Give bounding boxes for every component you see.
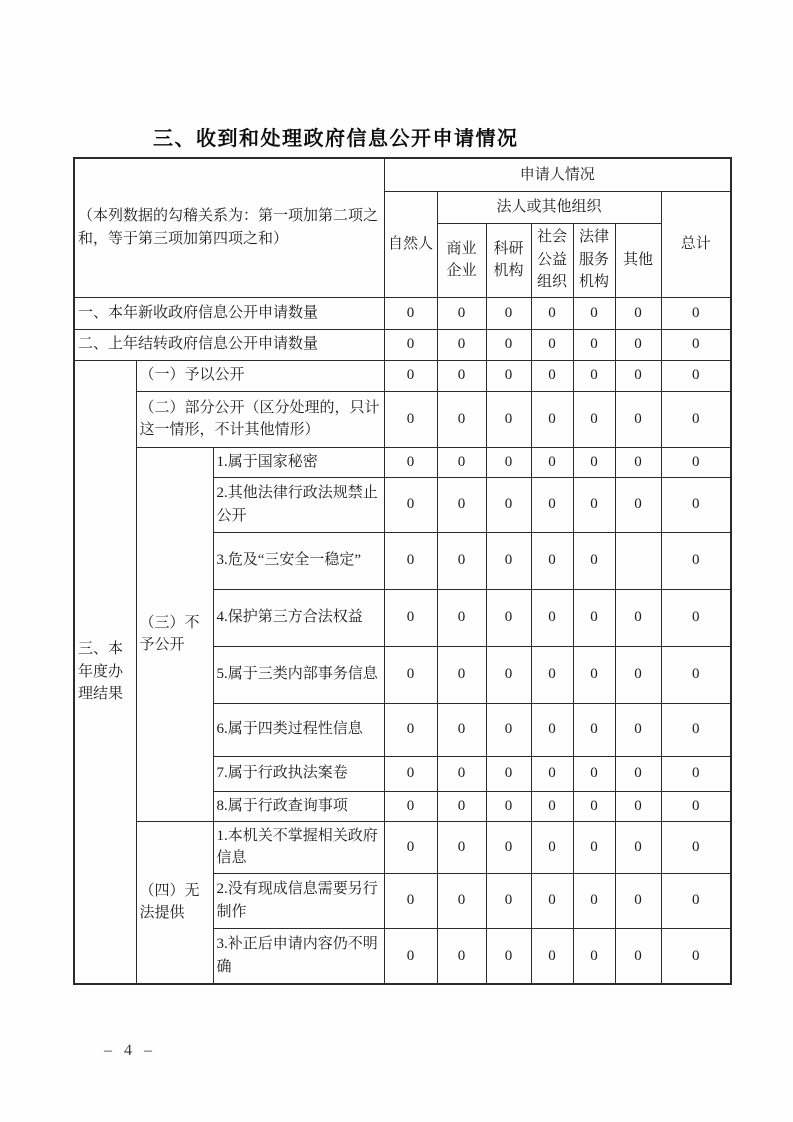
header-legal-org-group: 法人或其他组织 [437, 191, 661, 223]
value-cell: 0 [437, 703, 486, 756]
value-cell: 0 [437, 477, 486, 532]
header-total: 总计 [661, 191, 731, 297]
denied-group-label: （三）不予公开 [136, 447, 213, 821]
table-row [74, 821, 731, 873]
row-label: 7.属于行政执法案卷 [213, 756, 384, 791]
report-table [73, 157, 732, 985]
value-cell: 0 [384, 928, 437, 984]
value-cell: 0 [437, 447, 486, 477]
value-cell: 0 [661, 873, 731, 928]
value-cell: 0 [661, 391, 731, 447]
value-cell: 0 [661, 447, 731, 477]
value-cell: 0 [384, 532, 437, 589]
value-cell: 0 [615, 928, 661, 984]
value-cell: 0 [384, 297, 437, 329]
value-cell: 0 [661, 703, 731, 756]
row-label: 5.属于三类内部事务信息 [213, 646, 384, 703]
value-cell: 0 [531, 821, 573, 873]
value-cell: 0 [531, 791, 573, 821]
value-cell: 0 [486, 477, 531, 532]
header-legal-service: 法律服务机构 [573, 223, 615, 297]
header-other: 其他 [615, 223, 661, 297]
value-cell: 0 [384, 646, 437, 703]
value-cell: 0 [573, 756, 615, 791]
value-cell: 0 [531, 703, 573, 756]
value-cell: 0 [486, 791, 531, 821]
value-cell: 0 [615, 821, 661, 873]
value-cell: 0 [531, 532, 573, 589]
value-cell: 0 [384, 589, 437, 646]
value-cell: 0 [615, 646, 661, 703]
value-cell: 0 [573, 391, 615, 447]
value-cell: 0 [573, 928, 615, 984]
value-cell: 0 [615, 447, 661, 477]
value-cell: 0 [437, 532, 486, 589]
value-cell: 0 [384, 703, 437, 756]
value-cell: 0 [573, 873, 615, 928]
value-cell: 0 [531, 873, 573, 928]
value-cell: 0 [531, 589, 573, 646]
value-cell [615, 532, 661, 589]
value-cell: 0 [486, 928, 531, 984]
value-cell: 0 [615, 703, 661, 756]
value-cell: 0 [573, 329, 615, 360]
value-cell: 0 [661, 329, 731, 360]
value-cell: 0 [437, 646, 486, 703]
value-cell: 0 [384, 756, 437, 791]
value-cell: 0 [573, 360, 615, 391]
value-cell: 0 [437, 791, 486, 821]
value-cell: 0 [615, 360, 661, 391]
value-cell: 0 [437, 329, 486, 360]
value-cell: 0 [486, 873, 531, 928]
value-cell: 0 [573, 477, 615, 532]
row-label: 二、上年结转政府信息公开申请数量 [74, 329, 384, 360]
value-cell: 0 [661, 791, 731, 821]
page-number: – 4 – [104, 1042, 156, 1059]
value-cell: 0 [486, 532, 531, 589]
value-cell: 0 [486, 703, 531, 756]
header-commercial: 商业企业 [437, 223, 486, 297]
value-cell: 0 [573, 589, 615, 646]
value-cell: 0 [486, 329, 531, 360]
row-label: 6.属于四类过程性信息 [213, 703, 384, 756]
value-cell: 0 [384, 821, 437, 873]
value-cell: 0 [437, 873, 486, 928]
table-note: （本列数据的勾稽关系为：第一项加第二项之和，等于第三项加第四项之和） [74, 158, 384, 297]
value-cell: 0 [573, 532, 615, 589]
value-cell: 0 [573, 791, 615, 821]
value-cell: 0 [661, 646, 731, 703]
row-label: 2.没有现成信息需要另行制作 [213, 873, 384, 928]
page-title: 三、收到和处理政府信息公开申请情况 [153, 128, 519, 150]
value-cell: 0 [615, 297, 661, 329]
value-cell: 0 [531, 447, 573, 477]
value-cell: 0 [661, 532, 731, 589]
value-cell: 0 [384, 477, 437, 532]
value-cell: 0 [573, 821, 615, 873]
value-cell: 0 [486, 756, 531, 791]
value-cell: 0 [437, 821, 486, 873]
header-public-welfare: 社会公益组织 [531, 223, 573, 297]
value-cell: 0 [531, 360, 573, 391]
value-cell: 0 [384, 791, 437, 821]
value-cell: 0 [437, 589, 486, 646]
value-cell: 0 [384, 329, 437, 360]
row-label: 1.本机关不掌握相关政府信息 [213, 821, 384, 873]
value-cell: 0 [573, 297, 615, 329]
value-cell: 0 [615, 477, 661, 532]
row-label: 3.危及“三安全一稳定” [213, 532, 384, 589]
table-row [74, 391, 731, 447]
value-cell: 0 [615, 391, 661, 447]
value-cell: 0 [661, 821, 731, 873]
value-cell: 0 [573, 703, 615, 756]
value-cell: 0 [384, 391, 437, 447]
table-row [74, 447, 731, 477]
header-row-applicant [74, 158, 731, 191]
value-cell: 0 [615, 873, 661, 928]
row-label: 2.其他法律行政法规禁止公开 [213, 477, 384, 532]
value-cell: 0 [531, 297, 573, 329]
value-cell: 0 [615, 329, 661, 360]
value-cell: 0 [486, 360, 531, 391]
value-cell: 0 [486, 646, 531, 703]
value-cell: 0 [486, 391, 531, 447]
value-cell: 0 [531, 756, 573, 791]
value-cell: 0 [384, 873, 437, 928]
value-cell: 0 [486, 297, 531, 329]
results-group-label: 三、本年度办理结果 [74, 360, 136, 984]
value-cell: 0 [531, 477, 573, 532]
value-cell: 0 [486, 821, 531, 873]
value-cell: 0 [615, 756, 661, 791]
header-applicant-group: 申请人情况 [384, 158, 731, 191]
value-cell: 0 [384, 360, 437, 391]
row-label: 3.补正后申请内容仍不明确 [213, 928, 384, 984]
value-cell: 0 [661, 928, 731, 984]
value-cell: 0 [437, 297, 486, 329]
value-cell: 0 [661, 589, 731, 646]
value-cell: 0 [486, 589, 531, 646]
value-cell: 0 [615, 589, 661, 646]
value-cell: 0 [384, 447, 437, 477]
value-cell: 0 [573, 447, 615, 477]
value-cell: 0 [437, 391, 486, 447]
row-label: （一）予以公开 [136, 360, 384, 391]
value-cell: 0 [531, 928, 573, 984]
value-cell: 0 [661, 297, 731, 329]
value-cell: 0 [437, 928, 486, 984]
row-label: 一、本年新收政府信息公开申请数量 [74, 297, 384, 329]
unable-group-label: （四）无法提供 [136, 821, 213, 984]
header-research: 科研机构 [486, 223, 531, 297]
value-cell: 0 [661, 477, 731, 532]
value-cell: 0 [615, 791, 661, 821]
table-row [74, 360, 731, 391]
value-cell: 0 [573, 646, 615, 703]
row-label: 8.属于行政查询事项 [213, 791, 384, 821]
value-cell: 0 [437, 360, 486, 391]
header-natural-person: 自然人 [384, 191, 437, 297]
table-row [74, 329, 731, 360]
value-cell: 0 [661, 360, 731, 391]
value-cell: 0 [531, 329, 573, 360]
row-label: 1.属于国家秘密 [213, 447, 384, 477]
value-cell: 0 [437, 756, 486, 791]
value-cell: 0 [531, 391, 573, 447]
row-label: （二）部分公开（区分处理的，只计这一情形，不计其他情形） [136, 391, 384, 447]
value-cell: 0 [531, 646, 573, 703]
value-cell: 0 [661, 756, 731, 791]
value-cell: 0 [486, 447, 531, 477]
row-label: 4.保护第三方合法权益 [213, 589, 384, 646]
table-row [74, 297, 731, 329]
